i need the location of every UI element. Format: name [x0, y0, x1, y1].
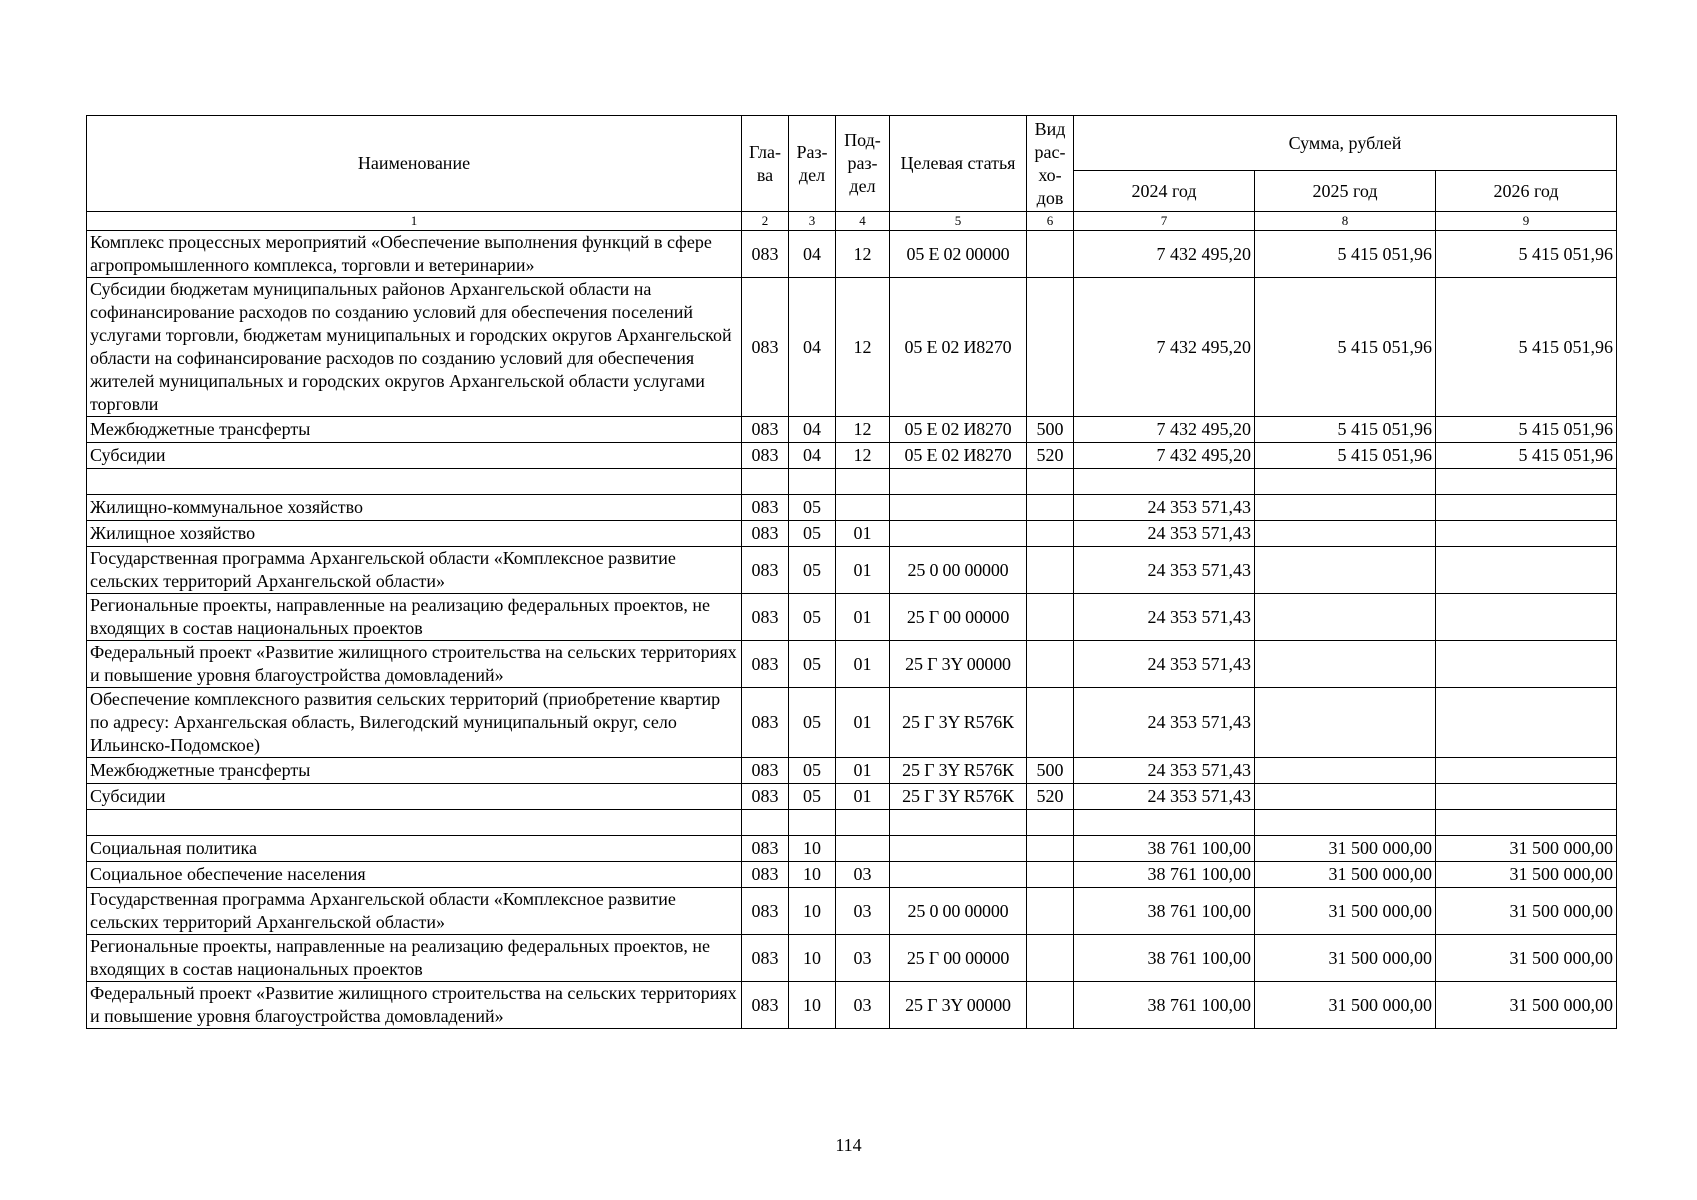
- table-row: [87, 836, 1617, 862]
- row-razdel-cell: [789, 469, 836, 495]
- row-amount-2025-cell: 31 500 000,00: [1255, 982, 1436, 1029]
- row-amount-2024-cell: 38 761 100,00: [1074, 888, 1255, 935]
- row-target-cell: [890, 862, 1027, 888]
- row-name-cell: Субсидии: [87, 443, 742, 469]
- row-glava-cell: 083: [742, 278, 789, 417]
- table-row: [87, 417, 1617, 443]
- table-row: [87, 641, 1617, 688]
- row-name-cell: Субсидии: [87, 784, 742, 810]
- row-podrazdel-cell: 12: [836, 278, 890, 417]
- row-amount-2025-cell: 5 415 051,96: [1255, 417, 1436, 443]
- row-podrazdel-cell: 01: [836, 688, 890, 758]
- row-podrazdel-cell: [836, 810, 890, 836]
- row-target-cell: [890, 469, 1027, 495]
- row-razdel-cell: 05: [789, 758, 836, 784]
- row-podrazdel-cell: 03: [836, 862, 890, 888]
- row-podrazdel-cell: 01: [836, 594, 890, 641]
- row-amount-2025-cell: 31 500 000,00: [1255, 935, 1436, 982]
- row-amount-2026-cell: 31 500 000,00: [1436, 862, 1617, 888]
- row-glava-cell: 083: [742, 935, 789, 982]
- row-amount-2025-cell: [1255, 547, 1436, 594]
- row-razdel-cell: 10: [789, 836, 836, 862]
- column-number: 5: [890, 212, 1027, 231]
- page-number: 114: [835, 1135, 862, 1155]
- row-target-cell: 05 Е 02 И8270: [890, 443, 1027, 469]
- row-target-cell: 25 Г 3Y R576К: [890, 784, 1027, 810]
- row-vid-cell: [1027, 810, 1074, 836]
- row-vid-cell: [1027, 982, 1074, 1029]
- row-name-cell: Федеральный проект «Развитие жилищного строительства на сельских территориях и повышение уровня благоустройства домовладений»: [87, 641, 742, 688]
- header-year-2026: 2026 год: [1436, 171, 1617, 212]
- row-amount-2025-cell: [1255, 758, 1436, 784]
- row-name-cell: Комплекс процессных мероприятий «Обеспечение выполнения функций в сфере агропромышленного комплекса, торговли и ветеринарии»: [87, 231, 742, 278]
- row-glava-cell: 083: [742, 758, 789, 784]
- row-amount-2026-cell: [1436, 688, 1617, 758]
- row-target-cell: 25 Г 00 00000: [890, 935, 1027, 982]
- row-amount-2025-cell: 5 415 051,96: [1255, 278, 1436, 417]
- row-name-cell: Федеральный проект «Развитие жилищного строительства на сельских территориях и повышение уровня благоустройства домовладений»: [87, 982, 742, 1029]
- row-amount-2025-cell: [1255, 469, 1436, 495]
- row-target-cell: [890, 810, 1027, 836]
- row-amount-2024-cell: [1074, 469, 1255, 495]
- row-razdel-cell: 05: [789, 521, 836, 547]
- table-row: [87, 231, 1617, 278]
- header-glava: Гла-ва: [742, 116, 789, 212]
- row-glava-cell: 083: [742, 784, 789, 810]
- column-number: 8: [1255, 212, 1436, 231]
- row-vid-cell: [1027, 469, 1074, 495]
- row-name-cell: [87, 810, 742, 836]
- table-row: [87, 469, 1617, 495]
- column-number: 4: [836, 212, 890, 231]
- row-razdel-cell: 05: [789, 784, 836, 810]
- row-amount-2026-cell: [1436, 594, 1617, 641]
- header-podrazdel: Под-раз-дел: [836, 116, 890, 212]
- row-vid-cell: 520: [1027, 784, 1074, 810]
- row-amount-2025-cell: [1255, 784, 1436, 810]
- header-year-2025: 2025 год: [1255, 171, 1436, 212]
- row-amount-2024-cell: 24 353 571,43: [1074, 521, 1255, 547]
- row-glava-cell: 083: [742, 495, 789, 521]
- row-vid-cell: [1027, 521, 1074, 547]
- row-amount-2025-cell: [1255, 810, 1436, 836]
- row-razdel-cell: 05: [789, 495, 836, 521]
- row-name-cell: [87, 469, 742, 495]
- row-amount-2024-cell: [1074, 810, 1255, 836]
- row-vid-cell: 520: [1027, 443, 1074, 469]
- row-glava-cell: 083: [742, 836, 789, 862]
- table-row: [87, 495, 1617, 521]
- column-number: 7: [1074, 212, 1255, 231]
- row-amount-2026-cell: 31 500 000,00: [1436, 888, 1617, 935]
- row-glava-cell: 083: [742, 521, 789, 547]
- row-glava-cell: 083: [742, 417, 789, 443]
- table-row: [87, 688, 1617, 758]
- header-target: Целевая статья: [890, 116, 1027, 212]
- row-podrazdel-cell: 01: [836, 547, 890, 594]
- row-vid-cell: [1027, 278, 1074, 417]
- budget-table: [86, 115, 1617, 1029]
- row-target-cell: 25 Г 3Y 00000: [890, 982, 1027, 1029]
- row-amount-2024-cell: 7 432 495,20: [1074, 278, 1255, 417]
- row-razdel-cell: [789, 810, 836, 836]
- row-vid-cell: [1027, 547, 1074, 594]
- row-razdel-cell: 10: [789, 862, 836, 888]
- row-amount-2026-cell: [1436, 641, 1617, 688]
- row-podrazdel-cell: 12: [836, 231, 890, 278]
- row-glava-cell: 083: [742, 888, 789, 935]
- row-podrazdel-cell: 03: [836, 935, 890, 982]
- row-glava-cell: 083: [742, 443, 789, 469]
- table-row: [87, 278, 1617, 417]
- row-razdel-cell: 05: [789, 547, 836, 594]
- row-amount-2026-cell: 5 415 051,96: [1436, 443, 1617, 469]
- row-glava-cell: 083: [742, 547, 789, 594]
- row-name-cell: Жилищное хозяйство: [87, 521, 742, 547]
- row-vid-cell: 500: [1027, 758, 1074, 784]
- row-amount-2024-cell: 7 432 495,20: [1074, 417, 1255, 443]
- row-amount-2025-cell: [1255, 495, 1436, 521]
- row-amount-2026-cell: [1436, 784, 1617, 810]
- row-amount-2024-cell: 24 353 571,43: [1074, 547, 1255, 594]
- table-row: [87, 862, 1617, 888]
- row-amount-2026-cell: [1436, 469, 1617, 495]
- row-razdel-cell: 10: [789, 888, 836, 935]
- row-amount-2026-cell: 5 415 051,96: [1436, 278, 1617, 417]
- row-podrazdel-cell: [836, 469, 890, 495]
- row-glava-cell: 083: [742, 641, 789, 688]
- row-amount-2024-cell: 38 761 100,00: [1074, 836, 1255, 862]
- header-vid: Вид рас-хо-дов: [1027, 116, 1074, 212]
- row-glava-cell: 083: [742, 862, 789, 888]
- row-name-cell: Социальная политика: [87, 836, 742, 862]
- row-podrazdel-cell: 01: [836, 784, 890, 810]
- row-glava-cell: 083: [742, 688, 789, 758]
- row-amount-2024-cell: 38 761 100,00: [1074, 935, 1255, 982]
- row-amount-2025-cell: [1255, 688, 1436, 758]
- row-amount-2024-cell: 24 353 571,43: [1074, 688, 1255, 758]
- row-amount-2026-cell: [1436, 810, 1617, 836]
- row-amount-2024-cell: 38 761 100,00: [1074, 982, 1255, 1029]
- row-name-cell: Государственная программа Архангельской области «Комплексное развитие сельских территорий Архангельской области»: [87, 547, 742, 594]
- row-target-cell: 25 Г 3Y R576К: [890, 688, 1027, 758]
- row-amount-2024-cell: 24 353 571,43: [1074, 641, 1255, 688]
- row-podrazdel-cell: 03: [836, 888, 890, 935]
- row-razdel-cell: 04: [789, 231, 836, 278]
- row-vid-cell: [1027, 836, 1074, 862]
- row-vid-cell: [1027, 935, 1074, 982]
- row-amount-2024-cell: 38 761 100,00: [1074, 862, 1255, 888]
- row-podrazdel-cell: 03: [836, 982, 890, 1029]
- row-razdel-cell: 05: [789, 594, 836, 641]
- header-name: Наименование: [87, 116, 742, 212]
- row-razdel-cell: 04: [789, 443, 836, 469]
- row-vid-cell: [1027, 594, 1074, 641]
- row-glava-cell: [742, 810, 789, 836]
- row-amount-2025-cell: 5 415 051,96: [1255, 231, 1436, 278]
- header-year-2024: 2024 год: [1074, 171, 1255, 212]
- column-number: 2: [742, 212, 789, 231]
- row-amount-2024-cell: 7 432 495,20: [1074, 443, 1255, 469]
- row-amount-2025-cell: [1255, 594, 1436, 641]
- row-vid-cell: [1027, 641, 1074, 688]
- row-amount-2026-cell: 31 500 000,00: [1436, 836, 1617, 862]
- row-razdel-cell: 10: [789, 935, 836, 982]
- row-podrazdel-cell: 12: [836, 417, 890, 443]
- row-razdel-cell: 04: [789, 278, 836, 417]
- row-amount-2025-cell: 5 415 051,96: [1255, 443, 1436, 469]
- column-number: 3: [789, 212, 836, 231]
- row-amount-2026-cell: 31 500 000,00: [1436, 935, 1617, 982]
- row-target-cell: [890, 521, 1027, 547]
- row-amount-2026-cell: [1436, 547, 1617, 594]
- row-podrazdel-cell: 01: [836, 641, 890, 688]
- row-razdel-cell: 04: [789, 417, 836, 443]
- row-vid-cell: [1027, 495, 1074, 521]
- row-target-cell: 25 Г 3Y R576К: [890, 758, 1027, 784]
- row-target-cell: 25 0 00 00000: [890, 547, 1027, 594]
- row-target-cell: [890, 495, 1027, 521]
- row-name-cell: Субсидии бюджетам муниципальных районов Архангельской области на софинансирование расходов по созданию условий для обеспечения поселений услугами торговли, бюджетам муниципальных и городских округов Архангельской области на софинансирование расходов по созданию условий для обеспечения жителей муниципальных и городских округов Архангельской области услугами торговли: [87, 278, 742, 417]
- row-podrazdel-cell: 01: [836, 521, 890, 547]
- header-razdel: Раз-дел: [789, 116, 836, 212]
- column-number: 6: [1027, 212, 1074, 231]
- row-name-cell: Социальное обеспечение населения: [87, 862, 742, 888]
- column-number: 9: [1436, 212, 1617, 231]
- row-amount-2025-cell: 31 500 000,00: [1255, 836, 1436, 862]
- row-amount-2025-cell: [1255, 521, 1436, 547]
- row-amount-2025-cell: 31 500 000,00: [1255, 862, 1436, 888]
- row-amount-2024-cell: 24 353 571,43: [1074, 495, 1255, 521]
- row-target-cell: 25 0 00 00000: [890, 888, 1027, 935]
- row-podrazdel-cell: 12: [836, 443, 890, 469]
- table-row: [87, 784, 1617, 810]
- row-razdel-cell: 05: [789, 688, 836, 758]
- table-row: [87, 443, 1617, 469]
- header-sum: Сумма, рублей: [1074, 116, 1617, 171]
- row-vid-cell: [1027, 862, 1074, 888]
- row-amount-2025-cell: 31 500 000,00: [1255, 888, 1436, 935]
- column-number: 1: [87, 212, 742, 231]
- table-row: [87, 594, 1617, 641]
- row-target-cell: [890, 836, 1027, 862]
- row-amount-2026-cell: 5 415 051,96: [1436, 417, 1617, 443]
- row-razdel-cell: 05: [789, 641, 836, 688]
- row-name-cell: Обеспечение комплексного развития сельских территорий (приобретение квартир по адресу: Архангельская область, Вилегодский муниципальный округ, село Ильинско-Подомское): [87, 688, 742, 758]
- row-razdel-cell: 10: [789, 982, 836, 1029]
- row-name-cell: Межбюджетные трансферты: [87, 758, 742, 784]
- row-podrazdel-cell: [836, 836, 890, 862]
- table-row: [87, 982, 1617, 1029]
- table-row: [87, 547, 1617, 594]
- table-row: [87, 810, 1617, 836]
- table-row: [87, 888, 1617, 935]
- table-row: [87, 521, 1617, 547]
- row-amount-2026-cell: 31 500 000,00: [1436, 982, 1617, 1029]
- row-amount-2026-cell: [1436, 758, 1617, 784]
- row-name-cell: Региональные проекты, направленные на реализацию федеральных проектов, не входящих в состав национальных проектов: [87, 935, 742, 982]
- row-amount-2026-cell: [1436, 495, 1617, 521]
- row-amount-2024-cell: 24 353 571,43: [1074, 594, 1255, 641]
- row-glava-cell: 083: [742, 594, 789, 641]
- table-body: [87, 231, 1617, 1029]
- row-target-cell: 25 Г 3Y 00000: [890, 641, 1027, 688]
- row-amount-2025-cell: [1255, 641, 1436, 688]
- row-amount-2026-cell: [1436, 521, 1617, 547]
- row-podrazdel-cell: 01: [836, 758, 890, 784]
- row-amount-2024-cell: 24 353 571,43: [1074, 758, 1255, 784]
- row-target-cell: 05 Е 02 И8270: [890, 417, 1027, 443]
- row-name-cell: Региональные проекты, направленные на реализацию федеральных проектов, не входящих в состав национальных проектов: [87, 594, 742, 641]
- row-name-cell: Государственная программа Архангельской области «Комплексное развитие сельских территорий Архангельской области»: [87, 888, 742, 935]
- row-vid-cell: [1027, 231, 1074, 278]
- row-glava-cell: [742, 469, 789, 495]
- table-row: [87, 935, 1617, 982]
- row-amount-2024-cell: 24 353 571,43: [1074, 784, 1255, 810]
- row-target-cell: 05 Е 02 00000: [890, 231, 1027, 278]
- row-vid-cell: 500: [1027, 417, 1074, 443]
- row-amount-2026-cell: 5 415 051,96: [1436, 231, 1617, 278]
- row-vid-cell: [1027, 688, 1074, 758]
- row-name-cell: Межбюджетные трансферты: [87, 417, 742, 443]
- row-name-cell: Жилищно-коммунальное хозяйство: [87, 495, 742, 521]
- row-target-cell: 05 Е 02 И8270: [890, 278, 1027, 417]
- row-vid-cell: [1027, 888, 1074, 935]
- table-row: [87, 758, 1617, 784]
- row-podrazdel-cell: [836, 495, 890, 521]
- row-glava-cell: 083: [742, 982, 789, 1029]
- row-glava-cell: 083: [742, 231, 789, 278]
- row-amount-2024-cell: 7 432 495,20: [1074, 231, 1255, 278]
- row-target-cell: 25 Г 00 00000: [890, 594, 1027, 641]
